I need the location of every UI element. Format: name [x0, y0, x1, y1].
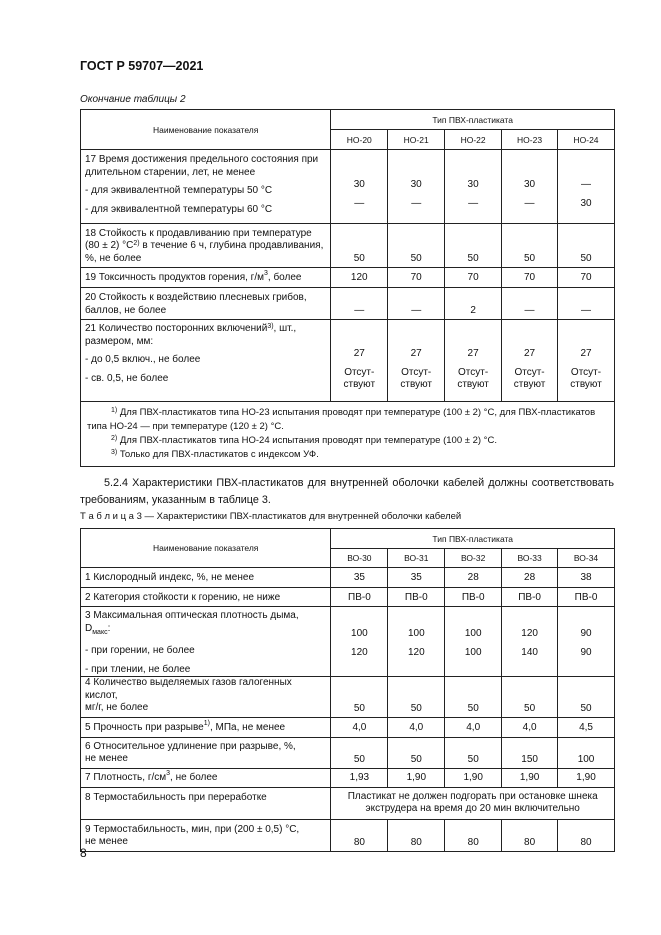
- table2-type-col: НО-23: [502, 130, 558, 150]
- cell-value: —: [581, 179, 591, 190]
- cell-value: 1,90: [388, 768, 445, 787]
- cell-value: 90: [580, 646, 592, 658]
- cell-value: 80: [388, 819, 445, 851]
- merged-cell-text: экструдера на время до 20 мин включительно: [365, 803, 580, 814]
- cell-value: —: [502, 288, 558, 320]
- cell-value: 35: [388, 568, 445, 588]
- table3: [80, 528, 615, 852]
- row-label-part: в течение 6 ч, глубина продавливания,: [139, 240, 324, 251]
- row-label-part: , шт.,: [273, 323, 297, 334]
- table3-type-col: ВО-30: [331, 549, 388, 568]
- footnote-marker: 1): [111, 407, 118, 414]
- row-label-part: 7 Плотность, г/см: [85, 772, 167, 783]
- table2-type-col: НО-22: [445, 130, 502, 150]
- table2-continuation-label: Окончание таблицы 2: [80, 94, 186, 105]
- row-label-part: , МПа, не менее: [209, 721, 286, 733]
- cell-value: 50: [558, 224, 615, 268]
- cell-value: Отсут-: [458, 366, 489, 378]
- cell-value: ствуют: [457, 379, 489, 390]
- cell-value: 27: [410, 348, 422, 359]
- cell-value: 50: [388, 677, 445, 718]
- row-label-part: , не более: [170, 772, 218, 783]
- row-label-part: 19 Токсичность продуктов горения, г/м: [85, 272, 264, 283]
- cell-value: ствуют: [400, 379, 432, 390]
- cell-value: 70: [502, 268, 558, 288]
- cell-value: 100: [351, 628, 368, 639]
- cell-value: 1,90: [445, 768, 502, 787]
- cell-value: 80: [502, 819, 558, 851]
- cell-value: 100: [558, 737, 615, 768]
- cell-value: 120: [407, 646, 425, 658]
- table3-type-col: ВО-31: [388, 549, 445, 568]
- cell-value: 28: [445, 568, 502, 588]
- table-row: [81, 288, 615, 320]
- cell-value: 50: [331, 737, 388, 768]
- row-label: %, не более: [85, 252, 142, 264]
- cell-value: 27: [580, 348, 592, 359]
- cell-value: 4,0: [502, 717, 558, 737]
- cell-value: 50: [445, 737, 502, 768]
- footnote-text: типа НО-24 — при температуре (120 ± 2) °С.: [87, 421, 284, 432]
- cell-value: 50: [502, 677, 558, 718]
- row-label: 8 Термостабильность при переработке: [81, 787, 331, 819]
- cell-value: 1,90: [502, 768, 558, 787]
- cell-value: 50: [331, 677, 388, 718]
- cell-value: Отсут-: [401, 366, 432, 378]
- page-number: 8: [80, 846, 87, 860]
- cell-value: ПВ-0: [445, 588, 502, 607]
- table-row: [81, 268, 615, 288]
- row-label: 4 Количество выделяемых газов галогенных кислот,: [85, 677, 292, 701]
- table3-type-col: ВО-32: [445, 549, 502, 568]
- footnote-text: Для ПВХ-пластикатов типа НО-23 испытания проводят при температуре (100 ± 2) °С, для ПВХ-пластикатов: [117, 407, 596, 418]
- cell-value: 27: [353, 348, 365, 359]
- cell-value: 35: [331, 568, 388, 588]
- cell-value: 27: [523, 348, 536, 359]
- table-row: [81, 787, 615, 819]
- cell-value: 27: [467, 348, 479, 359]
- row-label: 2 Категория стойкости к горению, не ниже: [81, 588, 331, 607]
- row-sublabel: - для эквивалентной температуры 50 °С: [85, 185, 273, 196]
- table-row: [81, 768, 615, 787]
- cell-value: 50: [558, 677, 615, 718]
- footnote-ref: 2): [133, 240, 140, 247]
- cell-value: 1,90: [558, 768, 615, 787]
- cell-value: 140: [521, 646, 538, 658]
- cell-value: ствуют: [513, 379, 546, 390]
- row-sublabel: - при тлении, не более: [85, 663, 191, 675]
- table-row: [81, 568, 615, 588]
- row-label: 6 Относительное удлинение при разрыве, %,: [85, 740, 296, 752]
- cell-value: 100: [464, 628, 482, 639]
- table-row: [81, 717, 615, 737]
- table2-type-col: НО-21: [388, 130, 445, 150]
- cell-value: 30: [467, 179, 479, 190]
- row-label: 1 Кислородный индекс, %, не менее: [81, 568, 331, 588]
- cell-value: 100: [464, 646, 482, 658]
- cell-value: 120: [351, 646, 368, 658]
- cell-value: 80: [558, 819, 615, 851]
- cell-value: 50: [502, 224, 558, 268]
- cell-value: 50: [331, 224, 388, 268]
- table2-type-col: НО-20: [331, 130, 388, 150]
- cell-value: 30: [353, 179, 365, 190]
- row-label: 9 Термостабильность, мин, при (200 ± 0,5) °С,: [85, 823, 300, 835]
- cell-value: ствуют: [570, 379, 602, 390]
- cell-value: 28: [502, 568, 558, 588]
- footnote-marker: 3): [111, 449, 118, 456]
- cell-value: 4,0: [331, 717, 388, 737]
- cell-value: 80: [331, 819, 388, 851]
- row-label: 20 Стойкость к воздействию плесневых грибов,: [85, 292, 307, 303]
- row-label: не менее: [85, 836, 128, 847]
- table-row: [81, 607, 615, 677]
- cell-value: 80: [445, 819, 502, 851]
- footnote-ref: 3): [267, 323, 274, 330]
- table2: [80, 109, 615, 467]
- cell-value: 4,0: [388, 717, 445, 737]
- cell-value: 150: [502, 737, 558, 768]
- row-label: длительном старении, лет, не менее: [85, 166, 256, 178]
- row-label: размером, мм:: [85, 335, 154, 347]
- table3-caption: Т а б л и ц а 3 — Характеристики ПВХ-пластикатов для внутренней оболочки кабелей: [80, 511, 462, 522]
- table-row: [81, 677, 615, 718]
- table3-header-type: Тип ПВХ-пластиката: [331, 529, 615, 549]
- row-sublabel: - для эквивалентной температуры 60 °С: [85, 203, 273, 215]
- table-row: [81, 588, 615, 607]
- footnote-ref: 1): [203, 719, 210, 727]
- section-paragraph: 5.2.4 Характеристики ПВХ-пластикатов для внутренней оболочки кабелей должны соответствовать требованиям, указанным в таблице 3.: [80, 477, 614, 506]
- row-label-part: 5 Прочность при разрыве: [85, 721, 204, 733]
- cell-value: 4,0: [445, 717, 502, 737]
- cell-value: 70: [445, 268, 502, 288]
- cell-value: —: [524, 197, 535, 209]
- merged-cell-text: Пластикат не должен подгорать при остановке шнека: [347, 790, 598, 802]
- table3-type-col: ВО-33: [502, 549, 558, 568]
- cell-value: —: [331, 288, 388, 320]
- table-row: [81, 819, 615, 851]
- cell-value: 70: [558, 268, 615, 288]
- cell-value: —: [354, 197, 365, 209]
- subscript: макс: [92, 628, 108, 636]
- cell-value: 70: [388, 268, 445, 288]
- cell-value: 50: [445, 677, 502, 718]
- cell-value: 30: [580, 197, 592, 209]
- row-label-part: 21 Количество посторонних включений: [85, 323, 268, 334]
- cell-value: 50: [388, 737, 445, 768]
- cell-value: Отсут-: [344, 366, 375, 378]
- cell-value: 30: [410, 179, 422, 190]
- cell-value: Отсут-: [570, 366, 602, 378]
- cell-value: —: [411, 197, 422, 209]
- footnote-text: Для ПВХ-пластикатов типа НО-24 испытания проводят при температуре (100 ± 2) °С.: [117, 435, 497, 446]
- row-label: мг/г, не более: [85, 702, 149, 713]
- footnote-marker: 2): [111, 435, 118, 442]
- table3-header-name: Наименование показателя: [81, 529, 331, 568]
- cell-value: 120: [331, 268, 388, 288]
- table3-type-col: ВО-34: [558, 549, 615, 568]
- footnote-text: Только для ПВХ-пластикатов с индексом УФ.: [117, 449, 319, 460]
- row-label-part: , более: [267, 272, 302, 283]
- cell-value: 50: [388, 224, 445, 268]
- cell-value: 100: [407, 628, 425, 639]
- row-label: 17 Время достижения предельного состояния при: [85, 154, 319, 165]
- table2-header-name: Наименование показателя: [81, 110, 331, 150]
- superscript: 3: [166, 770, 171, 777]
- table2-header-type: Тип ПВХ-пластиката: [331, 110, 615, 130]
- row-sublabel: - при горении, не более: [85, 645, 195, 656]
- row-sublabel: - св. 0,5, не более: [85, 372, 169, 384]
- table-row: [81, 737, 615, 768]
- table2-type-col: НО-24: [558, 130, 615, 150]
- cell-value: ствуют: [343, 379, 376, 390]
- table2-footnotes: [81, 402, 615, 467]
- row-label: баллов, не более: [85, 304, 167, 316]
- cell-value: —: [558, 288, 615, 320]
- cell-value: 120: [521, 628, 538, 639]
- cell-value: ПВ-0: [388, 588, 445, 607]
- cell-value: 4,5: [558, 717, 615, 737]
- cell-value: ПВ-0: [331, 588, 388, 607]
- cell-value: 1,93: [331, 768, 388, 787]
- cell-value: ПВ-0: [502, 588, 558, 607]
- cell-value: —: [388, 288, 445, 320]
- superscript: 3: [263, 270, 268, 277]
- cell-value: Отсут-: [514, 366, 545, 378]
- table-row: [81, 320, 615, 402]
- cell-value: 90: [580, 628, 592, 639]
- table-row: [81, 224, 615, 268]
- row-label-part: :: [107, 622, 111, 634]
- cell-value: 38: [558, 568, 615, 588]
- row-sublabel: - до 0,5 включ., не более: [85, 354, 201, 365]
- row-label-part: 3 Максимальная оптическая плотность дыма, D: [85, 610, 299, 634]
- row-label: 18 Стойкость к продавливанию при температуре: [85, 227, 312, 239]
- cell-value: 2: [445, 288, 502, 320]
- row-label-part: (80 ± 2) °С: [85, 240, 134, 251]
- cell-value: 50: [445, 224, 502, 268]
- row-label: не менее: [85, 753, 128, 764]
- table-row: [81, 150, 615, 224]
- cell-value: —: [468, 197, 479, 209]
- cell-value: ПВ-0: [558, 588, 615, 607]
- cell-value: 30: [523, 179, 536, 190]
- document-header: ГОСТ Р 59707—2021: [80, 59, 204, 73]
